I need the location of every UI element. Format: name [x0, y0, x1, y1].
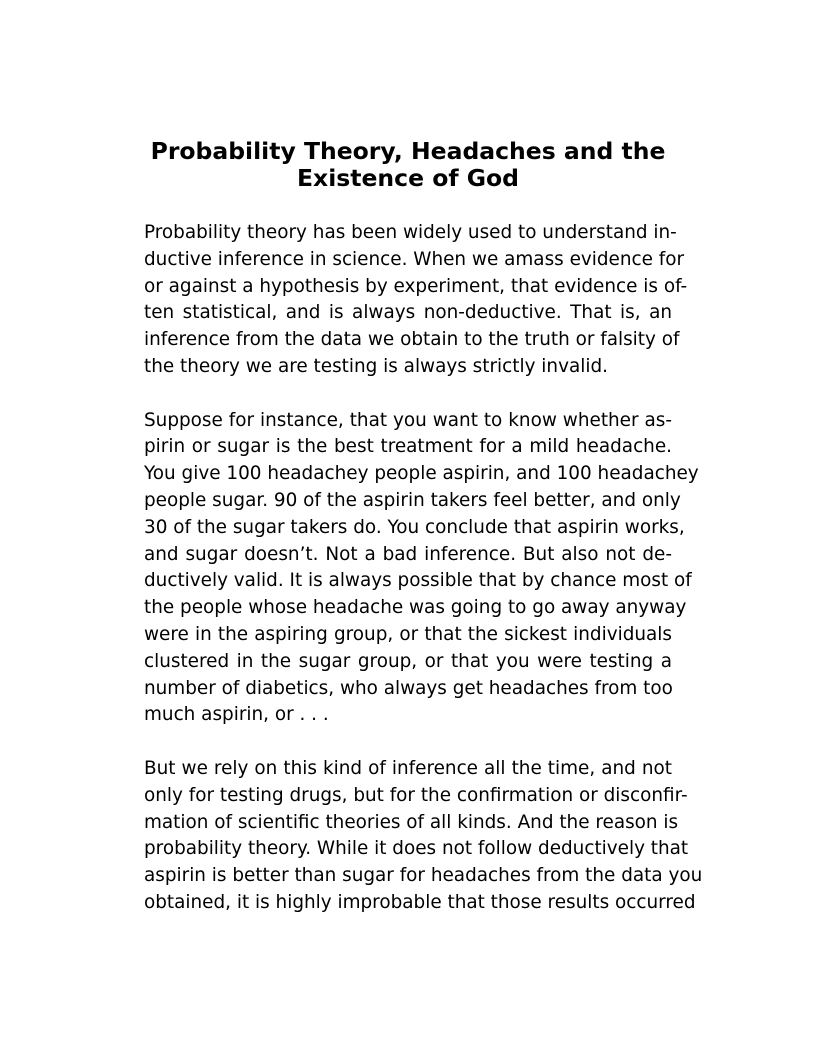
- text-line: or against a hypothesis by experiment, that evidence is of-: [144, 275, 688, 297]
- text-line: probability theory. While it does not follow deductively that: [144, 838, 689, 860]
- text-line: ductively valid. It is always possible that by chance most of: [144, 570, 692, 592]
- text-line: ductive inference in science. When we amass evidence for: [144, 248, 685, 270]
- text-line: aspirin is better than sugar for headaches from the data you: [144, 865, 703, 887]
- text-line: But we rely on this kind of inference all the time, and not: [144, 757, 672, 779]
- paragraph-1: [144, 220, 688, 381]
- text-line: Suppose for instance, that you want to know whether as-: [144, 409, 672, 431]
- text-line: number of diabetics, who always get headaches from too: [144, 677, 673, 699]
- title-line: Existence of God: [296, 164, 519, 192]
- text-line: only for testing drugs, but for the confirmation or disconfir-: [144, 784, 688, 806]
- text-line: were in the aspiring group, or that the sickest individuals: [144, 623, 672, 645]
- document-title: [144, 138, 672, 192]
- text-line: much aspirin, or . . .: [144, 704, 329, 726]
- text-line: You give 100 headachey people aspirin, and 100 headachey: [144, 463, 699, 485]
- text-line: clustered in the sugar group, or that you were testing a: [144, 650, 672, 672]
- text-line: 30 of the sugar takers do. You conclude that aspirin works,: [144, 516, 685, 538]
- text-line: and sugar doesn’t. Not a bad inference. But also not de-: [144, 543, 672, 565]
- document-page: [144, 137, 703, 944]
- title-line: Probability Theory, Headaches and the: [150, 137, 666, 165]
- text-line: ten statistical, and is always non-deductive. That is, an: [144, 302, 672, 324]
- paragraph-2: [144, 408, 699, 730]
- text-line: the theory we are testing is always strictly invalid.: [144, 355, 608, 377]
- text-line: inference from the data we obtain to the truth or falsity of: [144, 329, 680, 351]
- text-line: mation of scientific theories of all kinds. And the reason is: [144, 811, 679, 833]
- text-line: the people whose headache was going to go away anyway: [144, 597, 687, 619]
- document-body: [144, 220, 703, 917]
- paragraph-3: [144, 756, 703, 917]
- text-line: pirin or sugar is the best treatment for a mild headache.: [144, 436, 672, 458]
- text-line: people sugar. 90 of the aspirin takers feel better, and only: [144, 489, 681, 511]
- text-line: Probability theory has been widely used to understand in-: [144, 222, 677, 243]
- text-line: obtained, it is highly improbable that those results occurred: [144, 891, 696, 913]
